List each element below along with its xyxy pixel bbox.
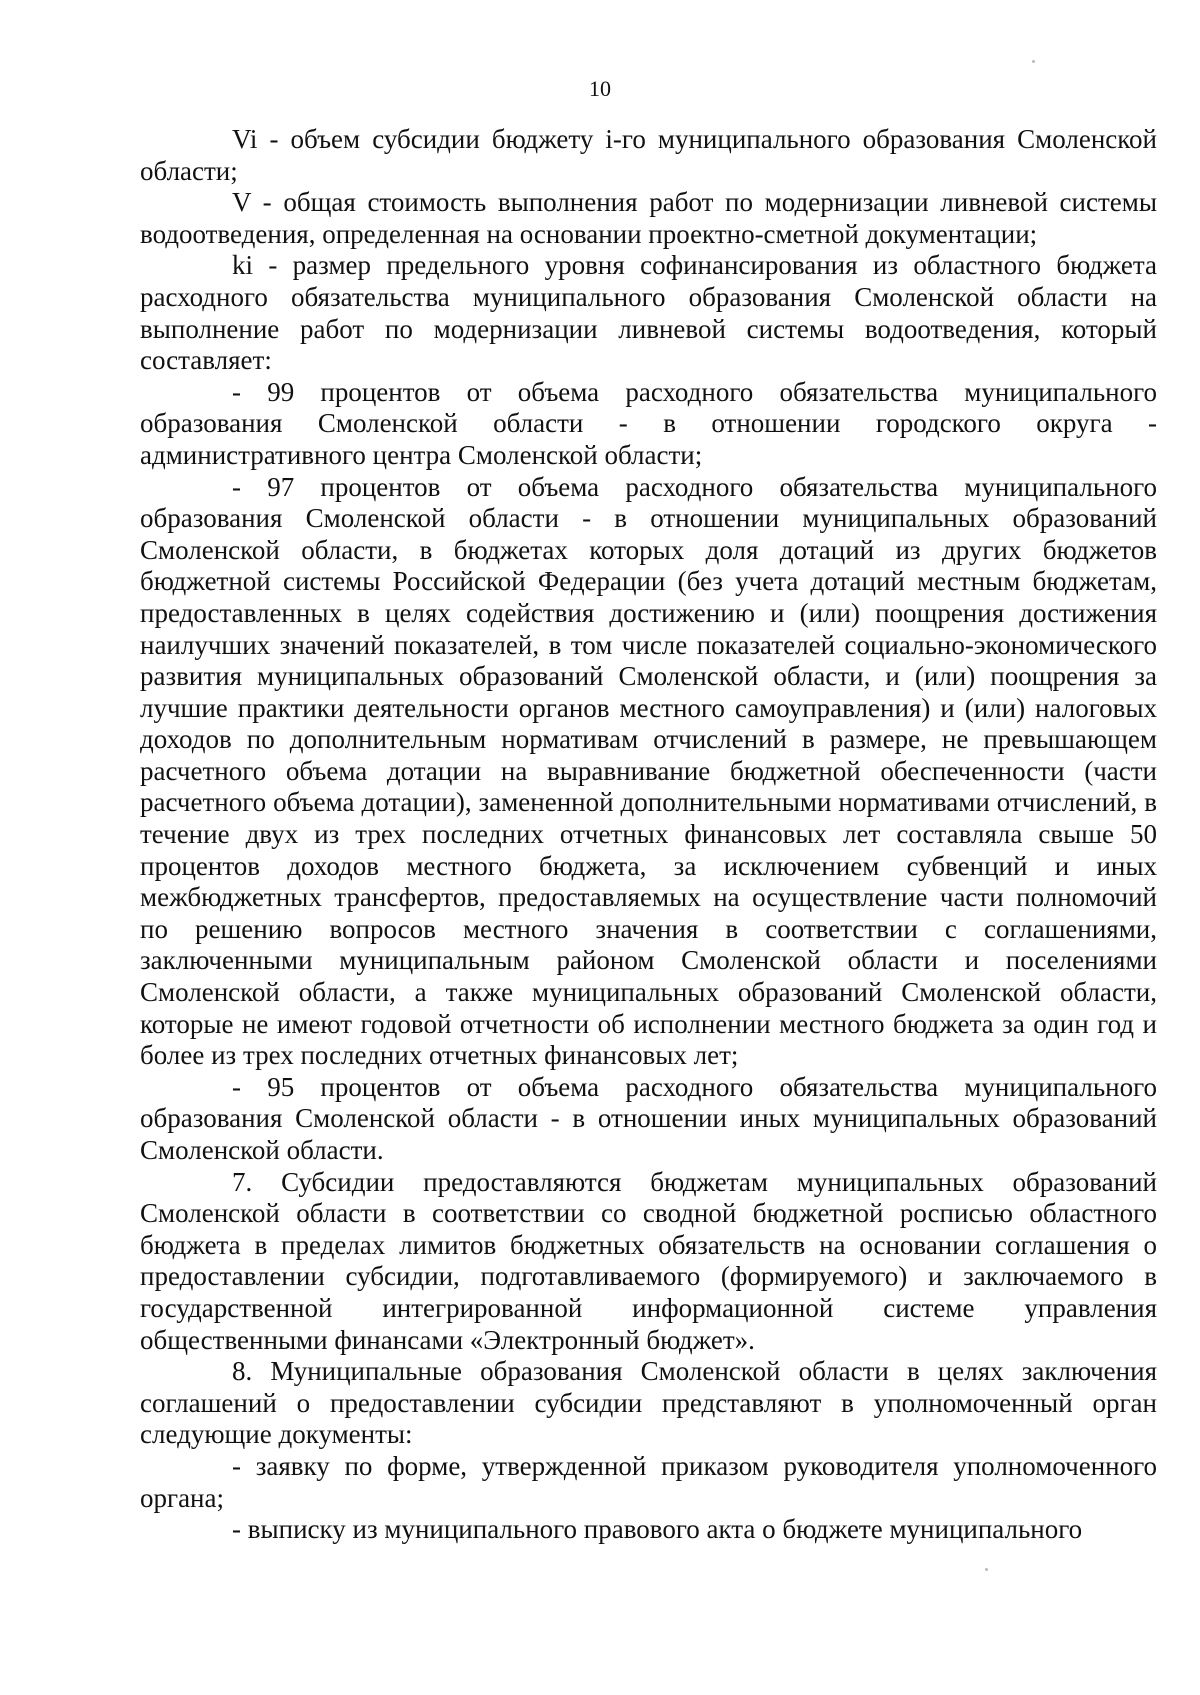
list-item-95-percent: - 95 процентов от объема расходного обязательства муниципального образования Смоленской области - в отношении иных муниципальных образований Смоленской области. — [140, 1071, 1157, 1165]
paragraph-ki-definition: ki - размер предельного уровня софинансирования из областного бюджета расходного обязательства муниципального образования Смоленской области на выполнение работ по модернизации ливневой системы водоотведения, который составляет: — [140, 250, 1157, 376]
page-number: 10 — [589, 76, 611, 101]
section-7-paragraph: 7. Субсидии предоставляются бюджетам муниципальных образований Смоленской области в соответствии со сводной бюджетной росписью областного бюджета в пределах лимитов бюджетных обязательств на основании соглашения о предоставлении субсидии, подготавливаемого (формируемого) и заключаемого в государственной интегрированной информационной системе управления общественными финансами «Электронный бюджет». — [140, 1166, 1157, 1355]
list-item-application: - заявку по форме, утвержденной приказом руководителя уполномоченного органа; — [140, 1450, 1157, 1513]
list-item-99-percent: - 99 процентов от объема расходного обязательства муниципального образования Смоленской области - в отношении городского округа - административного центра Смоленской области; — [140, 376, 1157, 470]
scan-speck — [985, 1568, 988, 1571]
paragraph-v-definition: V - общая стоимость выполнения работ по модернизации ливневой системы водоотведения, определенная на основании проектно-сметной документации; — [140, 187, 1157, 249]
list-item-extract: - выписку из муниципального правового акта о бюджете муниципального — [232, 1514, 1083, 1545]
scan-speck — [1032, 60, 1035, 63]
list-item-97-percent: - 97 процентов от объема расходного обязательства муниципального образования Смоленской области - в отношении муниципальных образований Смоленской области, в бюджетах которых доля дотаций из других бюджетов бюджетной системы Российской Федерации (без учета дотаций местным бюджетам, предоставленных в целях содействия достижению и (или) поощрения достижения наилучших значений показателей, в том числе показателей социально-экономического развития муниципальных образований Смоленской области, и (или) поощрения за лучшие практики деятельности органов местного самоуправления) и (или) налоговых доходов по дополнительным нормативам отчислений в размере, не превышающем расчетного объема дотации на выравнивание бюджетной обеспеченности (части расчетного объема дотации), замененной дополнительными нормативами отчислений, в течение двух из трех последних отчетных финансовых лет составляла свыше 50 процентов доходов местного бюджета, за исключением субвенций и иных межбюджетных трансфертов, предоставляемых на осуществление части полномочий по решению вопросов местного значения в соответствии с соглашениями, заключенными муниципальным районом Смоленской области и поселениями Смоленской области, а также муниципальных образований Смоленской области, которые не имеют годовой отчетности об исполнении местного бюджета за один год и более из трех последних отчетных финансовых лет; — [140, 471, 1157, 1071]
section-8-paragraph: 8. Муниципальные образования Смоленской области в целях заключения соглашений о предоставлении субсидии представляют в уполномоченный орган следующие документы: — [140, 1356, 1157, 1450]
document-body — [140, 124, 1157, 1546]
paragraph-vi-definition: Vi - объем субсидии бюджету i-го муниципального образования Смоленской области; — [140, 124, 1157, 186]
